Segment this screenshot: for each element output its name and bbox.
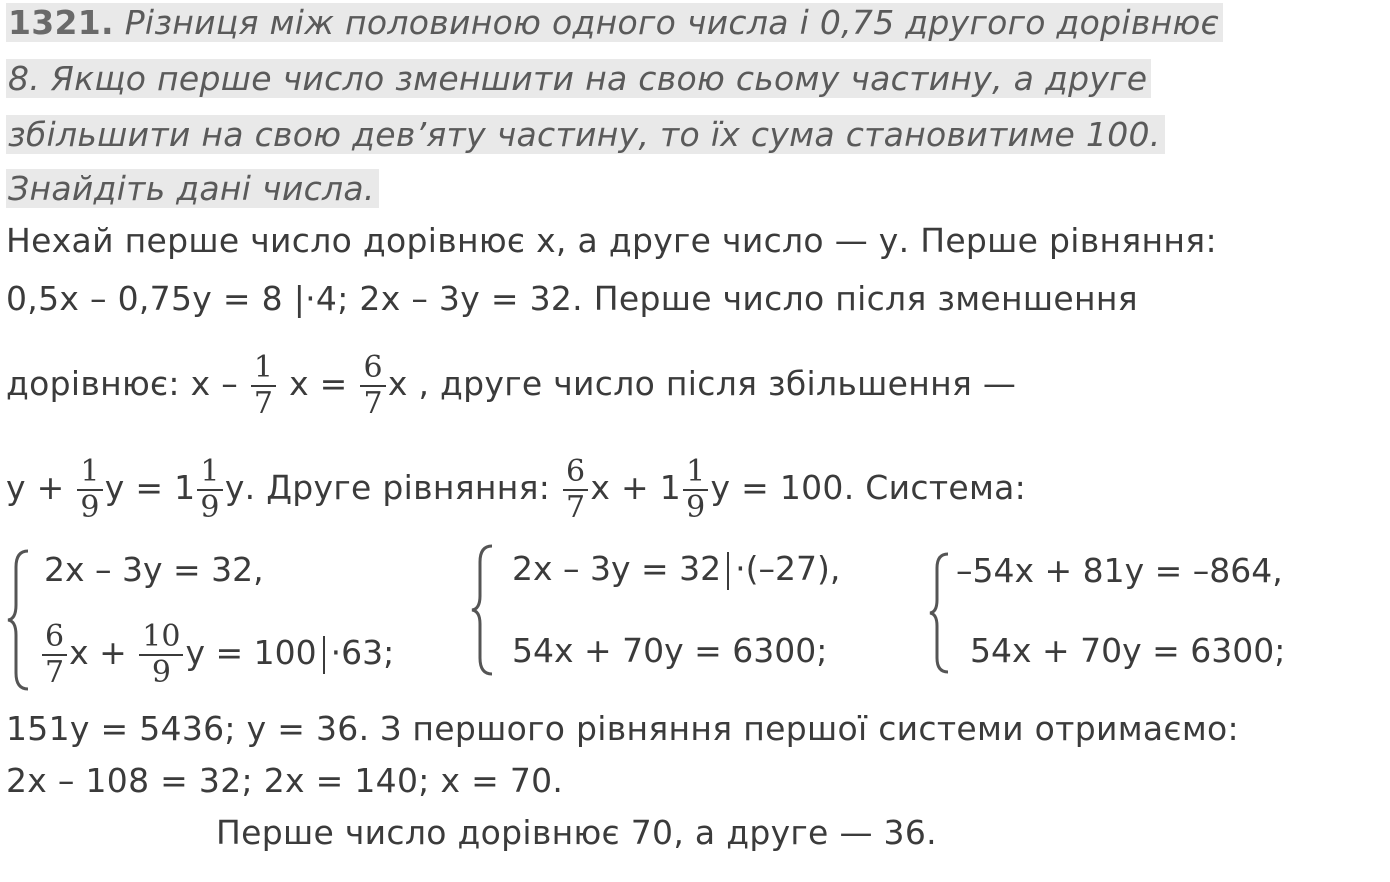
text: 2х – 3у = 32	[512, 549, 722, 588]
numerator: 6	[42, 620, 67, 656]
text: у = 100. Система:	[710, 468, 1027, 507]
text: у +	[6, 468, 65, 507]
task-text-2: 8. Якщо перше число зменшити на свою сьому частину, а друге	[6, 59, 1151, 98]
brace-icon	[6, 545, 32, 695]
divider-bar	[727, 552, 729, 590]
denominator: 7	[253, 385, 274, 421]
fraction-one-ninth	[77, 455, 102, 525]
task-line-1	[6, 2, 1223, 44]
brace-icon	[928, 548, 952, 678]
system-1-row-2	[40, 613, 394, 693]
numerator: 6	[360, 351, 385, 387]
text: дорівнює: х –	[6, 364, 239, 403]
numerator: 10	[139, 620, 183, 656]
solution-line-2: 0,5х – 0,75у = 8 |·4; 2х – 3у = 32. Перше число після зменшення	[6, 279, 1138, 318]
task-text-4: Знайдіть дані числа.	[6, 169, 379, 208]
text: х =	[289, 364, 348, 403]
text: у = 100	[185, 633, 317, 672]
text: х , друге число після збільшення —	[387, 364, 1017, 403]
fraction-one-ninth-2	[197, 455, 222, 525]
numerator: 1	[77, 455, 102, 491]
fraction-six-sevenths-2	[563, 455, 588, 525]
denominator: 7	[566, 489, 586, 525]
task-number: 1321.	[8, 3, 114, 42]
text: у. Друге рівняння:	[224, 468, 551, 507]
text: х + 1	[590, 468, 682, 507]
denominator: 7	[363, 385, 383, 421]
task-line-2	[6, 58, 1151, 100]
system-3	[928, 548, 1368, 678]
task-line-3	[6, 114, 1165, 156]
numerator: 1	[683, 455, 708, 491]
solution-line-3	[6, 344, 1016, 424]
denominator: 9	[686, 489, 706, 525]
system-3-row-1: –54х + 81у = –864,	[956, 551, 1283, 590]
fraction-six-sevenths	[360, 351, 385, 421]
answer-line: Перше число дорівнює 70, а друге — 36.	[216, 813, 937, 852]
task-text-3: збільшити на свою дев’яту частину, то їх сума становитиме 100.	[6, 115, 1165, 154]
numerator: 1	[197, 455, 222, 491]
text: ·(–27),	[735, 549, 841, 588]
solution-line-6: 2х – 108 = 32; 2х = 140; х = 70.	[6, 761, 564, 800]
divider-bar	[323, 636, 325, 674]
system-1	[6, 545, 466, 695]
denominator: 9	[80, 489, 100, 525]
solution-line-5: 151у = 5436; у = 36. З першого рівняння першої системи отримаємо:	[6, 709, 1239, 748]
numerator: 1	[251, 351, 276, 387]
solution-line-1: Нехай перше число дорівнює х, а друге число — у. Перше рівняння:	[6, 221, 1217, 260]
solution-line-4	[6, 448, 1026, 528]
text: х +	[69, 633, 127, 672]
text: у = 1	[104, 468, 196, 507]
fraction-ten-ninths	[139, 620, 183, 690]
system-1-row-1: 2х – 3у = 32,	[44, 550, 264, 589]
fraction-six-sevenths-3	[42, 620, 67, 690]
text: ·63;	[330, 633, 395, 672]
task-text-1: Різниця між половиною одного числа і 0,75 другого дорівнює	[124, 3, 1219, 42]
task-line-4	[6, 168, 379, 210]
system-3-row-2: 54х + 70у = 6300;	[970, 631, 1286, 670]
system-2	[470, 540, 930, 680]
system-2-row-1	[512, 548, 840, 590]
numerator: 6	[563, 455, 588, 491]
denominator: 7	[45, 654, 65, 690]
fraction-one-seventh	[251, 351, 276, 421]
system-2-row-2: 54х + 70у = 6300;	[512, 631, 828, 670]
denominator: 9	[200, 489, 220, 525]
fraction-one-ninth-3	[683, 455, 708, 525]
denominator: 9	[151, 654, 171, 690]
brace-icon	[470, 540, 496, 680]
